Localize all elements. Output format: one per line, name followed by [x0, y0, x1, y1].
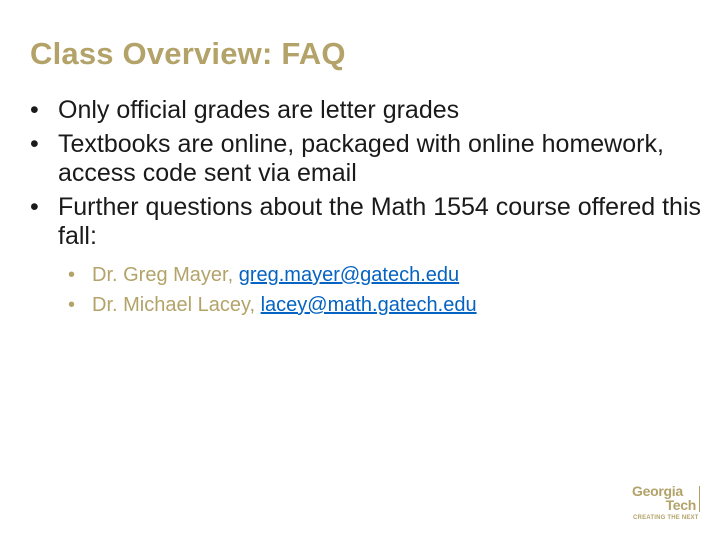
bullet-text: Only official grades are letter grades	[58, 96, 460, 124]
contact-name: Dr. Greg Mayer,	[92, 264, 239, 286]
logo-tagline: CREATING THE NEXT	[633, 515, 699, 521]
bullet-dot: •	[30, 96, 39, 124]
slide-title: Class Overview: FAQ	[30, 36, 346, 71]
bullet-dot: •	[30, 130, 39, 158]
bullet-text: Textbooks are online, packaged with online homework, access code sent via email	[58, 130, 664, 187]
sub-bullet-dot: •	[68, 264, 76, 286]
bullet-item	[30, 193, 710, 319]
contact-item	[58, 261, 710, 289]
logo-line-tech: Tech	[665, 497, 696, 513]
contact-item	[58, 291, 710, 319]
bullet-dot: •	[30, 193, 39, 221]
bullet-text: Further questions about the Math 1554 course offered this fall:	[58, 193, 701, 250]
bullet-list	[30, 96, 710, 324]
bullet-item	[30, 96, 710, 125]
contact-email-link[interactable]: lacey@math.gatech.edu	[260, 294, 477, 316]
logo-line-georgia: Georgia	[632, 483, 683, 499]
contact-name: Dr. Michael Lacey,	[92, 294, 261, 316]
georgia-tech-logo	[632, 484, 704, 528]
sub-bullet-dot: •	[68, 294, 76, 316]
logo-bar-mark	[699, 486, 704, 512]
contact-list	[58, 261, 710, 319]
bullet-item	[30, 130, 710, 188]
contact-email-link[interactable]: greg.mayer@gatech.edu	[238, 264, 460, 286]
